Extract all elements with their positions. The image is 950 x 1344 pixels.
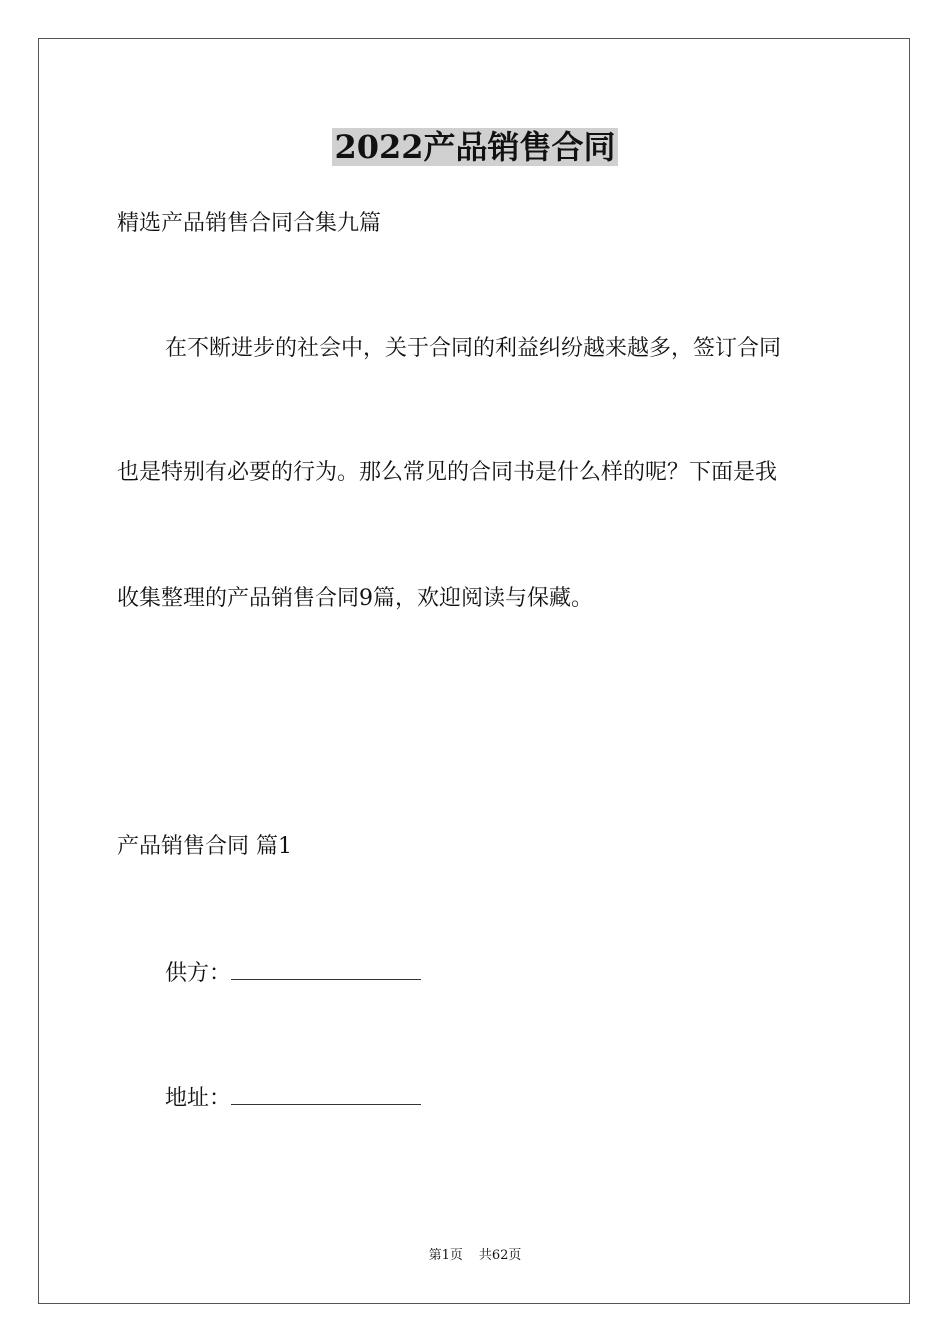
intro-paragraph-line-2: 也是特别有必要的行为。那么常见的合同书是什么样的呢？下面是我 <box>117 460 778 485</box>
supplier-field <box>165 957 421 989</box>
section-heading: 产品销售合同 篇1 <box>117 834 292 859</box>
document-title-text: 2022产品销售合同 <box>334 128 616 166</box>
address-field <box>165 1082 421 1114</box>
address-label: 地址： <box>165 1086 232 1111</box>
page-footer <box>0 1247 950 1265</box>
intro-paragraph-line-1: 在不断进步的社会中，关于合同的利益纠纷越来越多，签订合同 <box>165 336 782 361</box>
address-blank <box>231 1082 421 1105</box>
intro-paragraph-line-3: 收集整理的产品销售合同9篇，欢迎阅读与保藏。 <box>117 586 593 611</box>
page-number-current: 第1页 <box>428 1248 463 1263</box>
document-subtitle: 精选产品销售合同合集九篇 <box>117 211 382 236</box>
document-title <box>0 126 950 168</box>
supplier-blank <box>231 957 421 980</box>
page-number-total: 共62页 <box>478 1248 522 1263</box>
supplier-label: 供方： <box>165 961 232 986</box>
